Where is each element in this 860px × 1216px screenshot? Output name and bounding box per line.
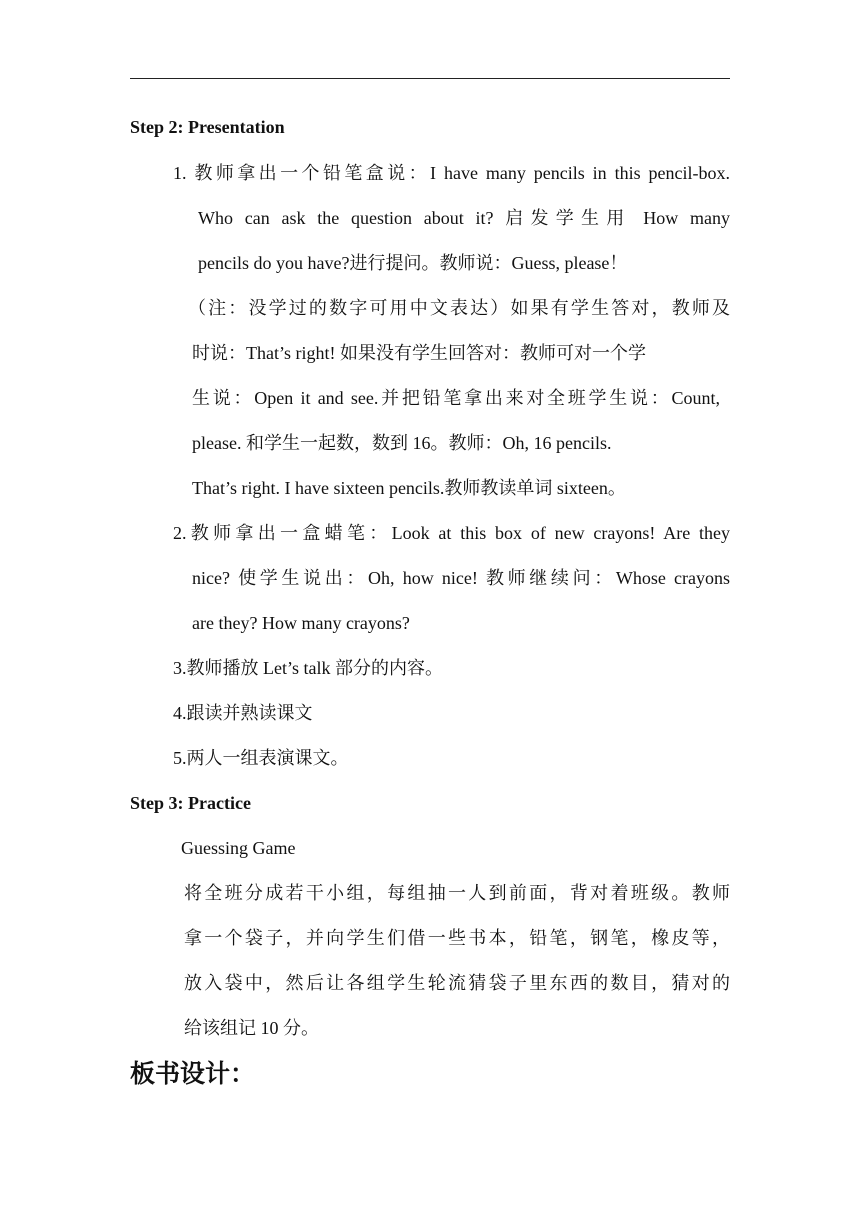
step2-line-12: 3.教师播放 Let’s talk 部分的内容。 bbox=[173, 658, 443, 678]
step2-line-3: pencils do you have?进行提问。教师说：Guess, please！ bbox=[198, 253, 628, 273]
step3-line-3: 放入袋中，然后让各组学生轮流猜袋子里东西的数目，猜对的 bbox=[184, 973, 730, 993]
step3-heading: Step 3: Practice bbox=[130, 793, 251, 813]
step3-line-4: 给该组记 10 分。 bbox=[184, 1018, 319, 1038]
step2-line-14: 5.两人一组表演课文。 bbox=[173, 748, 349, 768]
step2-line-10: nice? 使学生说出：Oh, how nice! 教师继续问：Whose crayons bbox=[192, 568, 730, 588]
step2-line-2: Who can ask the question about it? 启发学生用 How many bbox=[198, 208, 730, 228]
board-design-heading: 板书设计： bbox=[130, 1061, 256, 1088]
step2-line-6: 生说：Open it and see.并把铅笔拿出来对全班学生说：Count, bbox=[192, 388, 720, 408]
step2-line-11: are they? How many crayons? bbox=[192, 613, 410, 633]
step3-game-title: Guessing Game bbox=[181, 838, 296, 858]
step3-line-1: 将全班分成若干小组，每组抽一人到前面，背对着班级。教师 bbox=[184, 883, 730, 903]
step2-line-13: 4.跟读并熟读课文 bbox=[173, 703, 313, 723]
step2-line-1: 1. 教师拿出一个铅笔盒说：I have many pencils in this pencil-box. bbox=[173, 163, 730, 183]
header-rule bbox=[130, 78, 730, 79]
step2-line-5: 时说：That’s right! 如果没有学生回答对：教师可对一个学 bbox=[192, 343, 646, 363]
step2-line-4: （注：没学过的数字可用中文表达）如果有学生答对，教师及 bbox=[188, 298, 730, 318]
step2-line-8: That’s right. I have sixteen pencils.教师教读单词 sixteen。 bbox=[192, 478, 626, 498]
step3-line-2: 拿一个袋子，并向学生们借一些书本，铅笔，钢笔，橡皮等， bbox=[184, 928, 730, 948]
step2-heading: Step 2: Presentation bbox=[130, 117, 285, 137]
step2-line-7: please. 和学生一起数，数到 16。教师：Oh, 16 pencils. bbox=[192, 433, 612, 453]
step2-line-9: 2.教师拿出一盒蜡笔：Look at this box of new crayons! Are they bbox=[173, 523, 730, 543]
